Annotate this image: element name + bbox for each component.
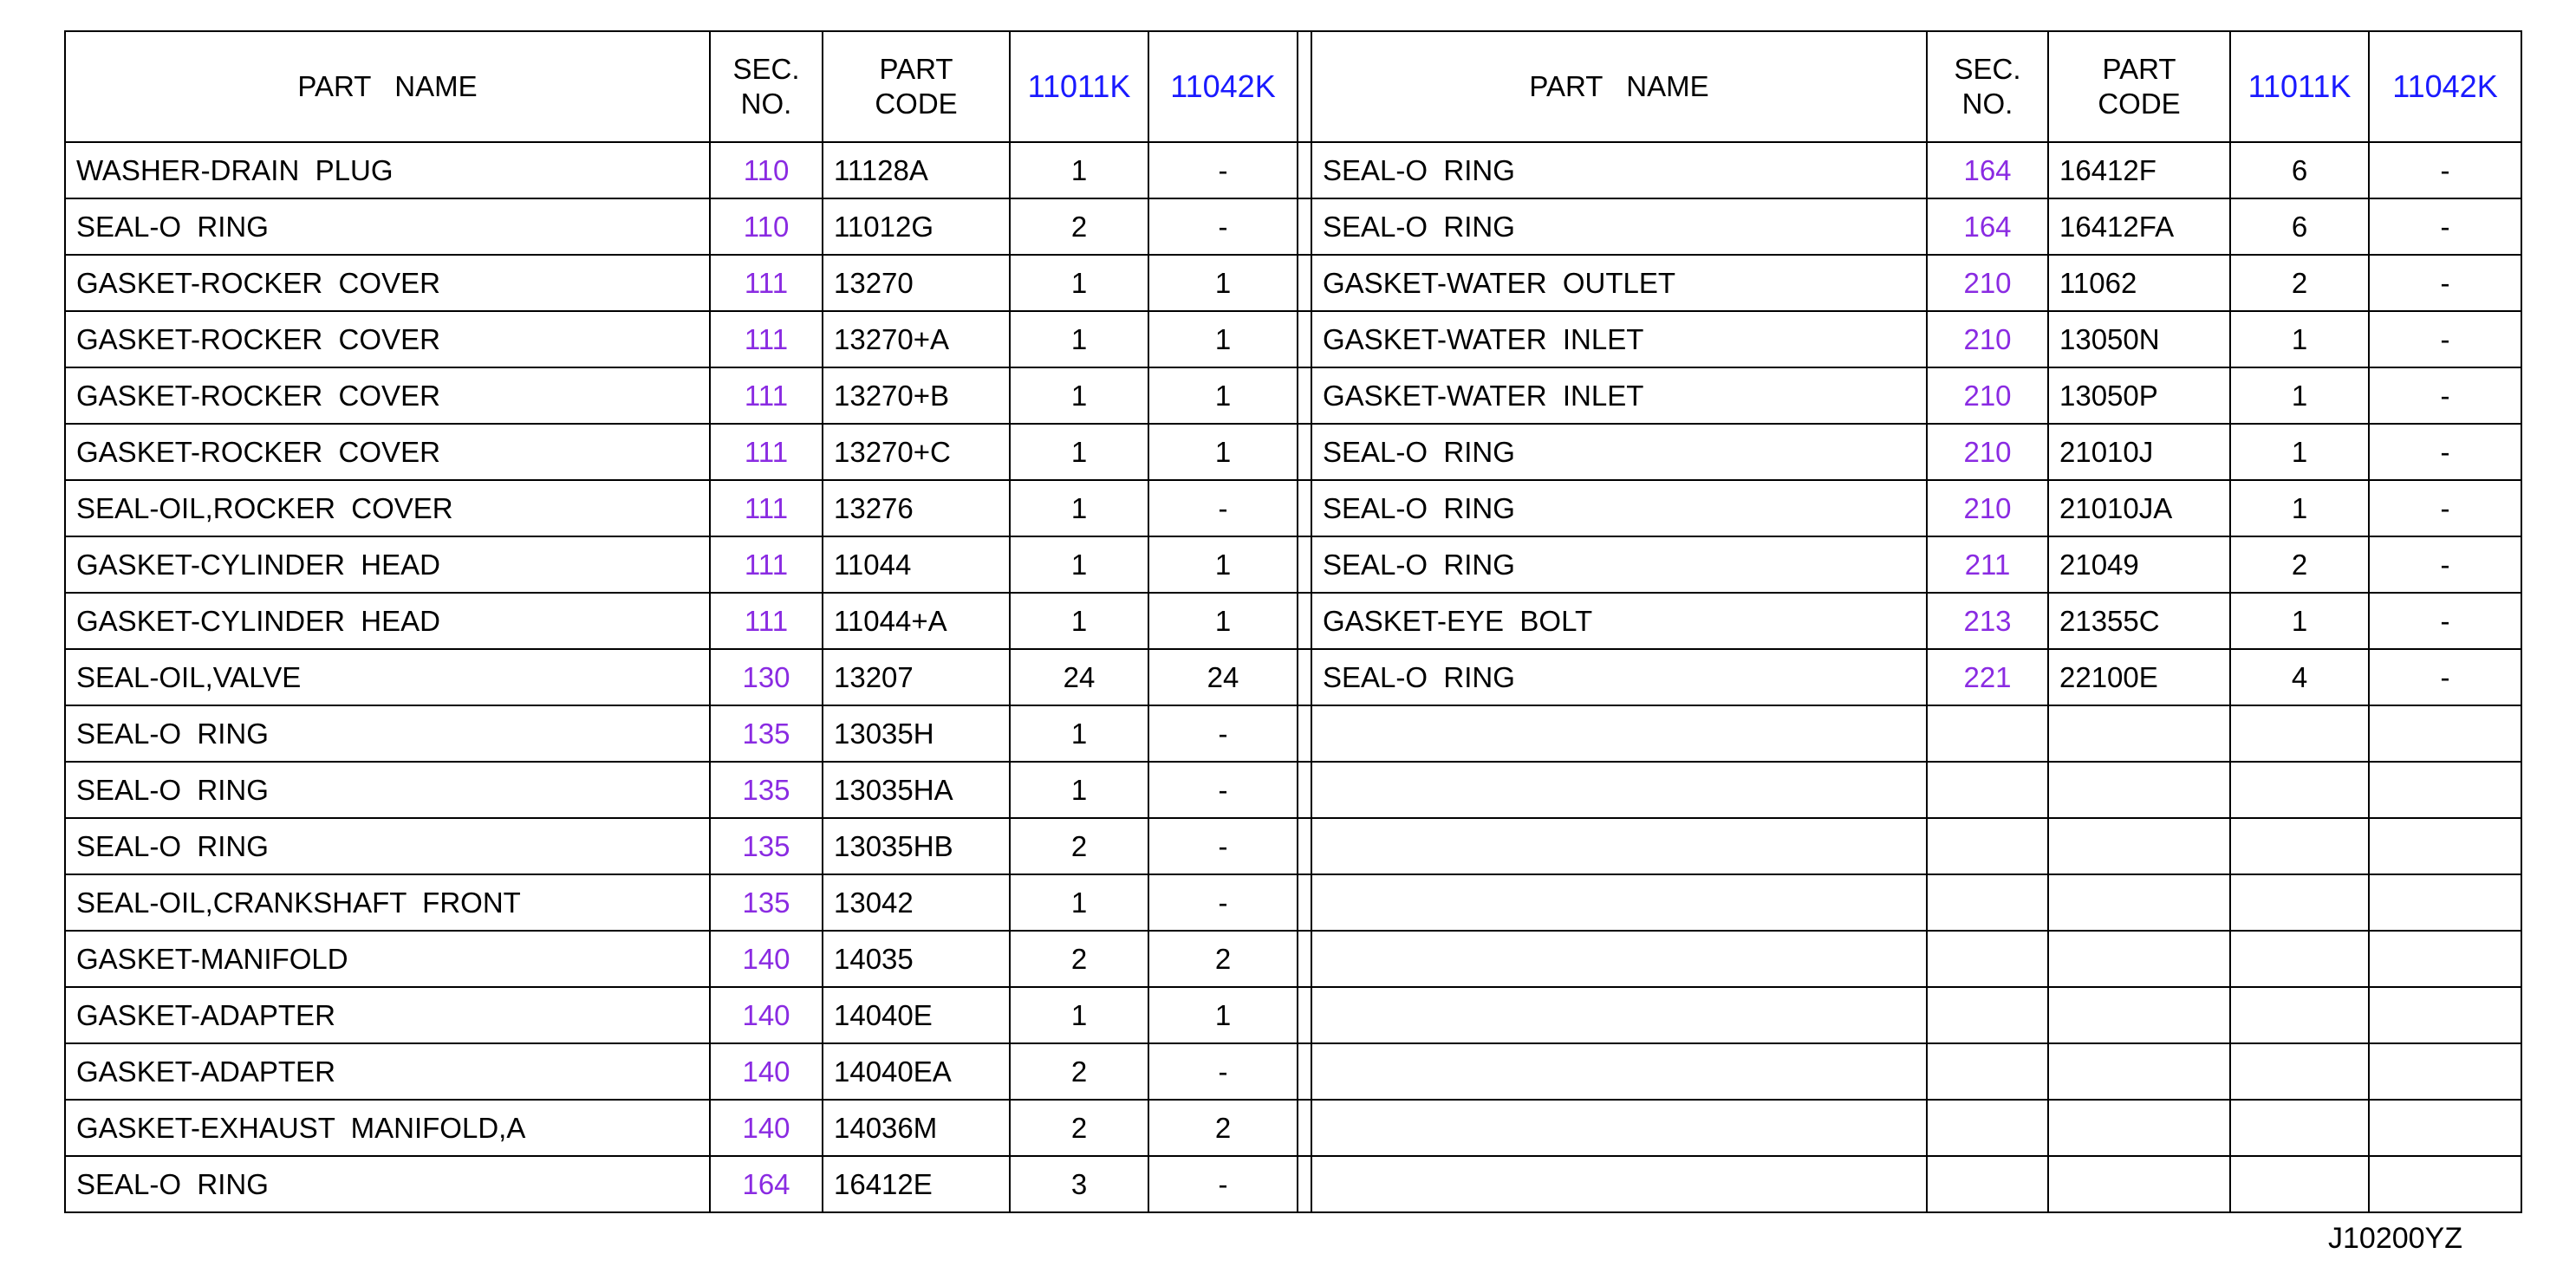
part-code-cell: 13270+A	[823, 311, 1010, 367]
sec-no-cell: 111	[710, 424, 823, 480]
part-code-cell	[2048, 874, 2230, 931]
part-name-cell: WASHER-DRAIN PLUG	[65, 142, 710, 198]
part-name-cell: GASKET-ROCKER COVER	[65, 367, 710, 424]
qty-11042k-cell: -	[1148, 762, 1298, 818]
model-b-header: 11042K	[2369, 31, 2521, 142]
part-name-cell: GASKET-CYLINDER HEAD	[65, 536, 710, 593]
part-code-cell: 14035	[823, 931, 1010, 987]
qty-11042k-cell	[2369, 1043, 2521, 1100]
part-code-cell	[2048, 1100, 2230, 1156]
qty-11011k-cell: 1	[2230, 424, 2369, 480]
sec-no-cell: 135	[710, 818, 823, 874]
sec-no-cell: 111	[710, 255, 823, 311]
sec-no-header: SEC. NO.	[710, 31, 823, 142]
qty-11011k-cell	[2230, 1043, 2369, 1100]
part-name-cell	[1311, 987, 1927, 1043]
part-name-cell: GASKET-WATER OUTLET	[1311, 255, 1927, 311]
qty-11042k-cell: 1	[1148, 255, 1298, 311]
part-code-cell	[2048, 1156, 2230, 1212]
column-divider	[1298, 1100, 1311, 1156]
sec-no-cell: 111	[710, 536, 823, 593]
qty-11042k-cell	[2369, 1156, 2521, 1212]
part-code-cell: 22100E	[2048, 649, 2230, 705]
qty-11042k-cell	[2369, 987, 2521, 1043]
part-code-cell: 13050P	[2048, 367, 2230, 424]
qty-11042k-cell	[2369, 931, 2521, 987]
column-divider	[1298, 649, 1311, 705]
part-code-cell: 14036M	[823, 1100, 1010, 1156]
part-name-cell	[1311, 1043, 1927, 1100]
part-code-cell: 16412FA	[2048, 198, 2230, 255]
sec-no-cell: 130	[710, 649, 823, 705]
sec-no-cell: 210	[1927, 424, 2048, 480]
part-name-cell: GASKET-CYLINDER HEAD	[65, 593, 710, 649]
qty-11011k-cell: 2	[2230, 255, 2369, 311]
qty-11011k-cell	[2230, 874, 2369, 931]
part-name-cell: SEAL-O RING	[1311, 536, 1927, 593]
sec-no-cell	[1927, 987, 2048, 1043]
qty-11042k-cell: -	[1148, 1043, 1298, 1100]
part-code-cell: 13050N	[2048, 311, 2230, 367]
qty-11011k-cell: 1	[2230, 593, 2369, 649]
qty-11011k-cell: 1	[1010, 705, 1148, 762]
qty-11011k-cell: 1	[1010, 367, 1148, 424]
model-b-header: 11042K	[1148, 31, 1298, 142]
sec-no-cell: 210	[1927, 367, 2048, 424]
part-name-cell: GASKET-ADAPTER	[65, 987, 710, 1043]
part-name-cell: SEAL-O RING	[65, 198, 710, 255]
qty-11042k-cell: -	[1148, 1156, 1298, 1212]
part-code-cell: 16412E	[823, 1156, 1010, 1212]
part-name-cell: SEAL-O RING	[1311, 142, 1927, 198]
column-divider	[1298, 762, 1311, 818]
qty-11011k-cell: 1	[2230, 480, 2369, 536]
part-name-cell: SEAL-O RING	[1311, 424, 1927, 480]
part-code-header: PART CODE	[2048, 31, 2230, 142]
sec-no-cell: 221	[1927, 649, 2048, 705]
column-divider	[1298, 536, 1311, 593]
qty-11011k-cell: 2	[1010, 818, 1148, 874]
qty-11011k-cell: 2	[1010, 931, 1148, 987]
sec-no-cell: 164	[710, 1156, 823, 1212]
sec-no-cell: 164	[1927, 142, 2048, 198]
table-row	[65, 536, 2521, 593]
qty-11011k-cell: 1	[1010, 762, 1148, 818]
qty-11042k-cell: -	[1148, 198, 1298, 255]
table-row	[65, 818, 2521, 874]
part-code-cell: 21355C	[2048, 593, 2230, 649]
qty-11011k-cell: 1	[1010, 987, 1148, 1043]
column-divider	[1298, 705, 1311, 762]
qty-11042k-cell: -	[2369, 536, 2521, 593]
qty-11042k-cell: -	[2369, 593, 2521, 649]
table-row	[65, 255, 2521, 311]
column-divider	[1298, 1156, 1311, 1212]
qty-11042k-cell	[2369, 818, 2521, 874]
qty-11042k-cell: -	[2369, 424, 2521, 480]
part-code-cell: 13035H	[823, 705, 1010, 762]
sec-no-cell: 111	[710, 480, 823, 536]
qty-11011k-cell: 1	[1010, 142, 1148, 198]
table-row	[65, 424, 2521, 480]
qty-11011k-cell: 2	[1010, 1043, 1148, 1100]
qty-11042k-cell: -	[2369, 142, 2521, 198]
column-divider	[1298, 931, 1311, 987]
qty-11042k-cell: 1	[1148, 424, 1298, 480]
qty-11042k-cell: 1	[1148, 367, 1298, 424]
qty-11011k-cell	[2230, 818, 2369, 874]
qty-11042k-cell: 24	[1148, 649, 1298, 705]
part-code-cell: 13270	[823, 255, 1010, 311]
sec-no-cell: 110	[710, 198, 823, 255]
table-row	[65, 1043, 2521, 1100]
column-divider	[1298, 818, 1311, 874]
part-code-cell: 11044+A	[823, 593, 1010, 649]
sec-no-cell: 140	[710, 1100, 823, 1156]
part-name-cell: SEAL-O RING	[65, 705, 710, 762]
part-name-cell	[1311, 762, 1927, 818]
part-name-cell: GASKET-MANIFOLD	[65, 931, 710, 987]
part-code-cell: 13276	[823, 480, 1010, 536]
qty-11011k-cell	[2230, 931, 2369, 987]
part-name-cell: SEAL-OIL,VALVE	[65, 649, 710, 705]
sec-no-cell: 111	[710, 367, 823, 424]
part-name-cell: SEAL-O RING	[65, 762, 710, 818]
part-code-cell: 14040EA	[823, 1043, 1010, 1100]
table-row	[65, 1156, 2521, 1212]
table-row	[65, 198, 2521, 255]
qty-11011k-cell: 2	[1010, 1100, 1148, 1156]
model-a-header: 11011K	[1010, 31, 1148, 142]
sec-no-cell: 140	[710, 1043, 823, 1100]
qty-11042k-cell: 2	[1148, 1100, 1298, 1156]
qty-11011k-cell: 6	[2230, 198, 2369, 255]
part-name-cell: GASKET-ROCKER COVER	[65, 311, 710, 367]
sec-no-cell: 111	[710, 593, 823, 649]
part-code-cell: 11044	[823, 536, 1010, 593]
part-code-cell: 11012G	[823, 198, 1010, 255]
part-code-cell: 13207	[823, 649, 1010, 705]
table-row	[65, 593, 2521, 649]
part-name-cell	[1311, 1156, 1927, 1212]
column-divider	[1298, 367, 1311, 424]
part-name-cell: GASKET-ROCKER COVER	[65, 255, 710, 311]
sec-no-header: SEC. NO.	[1927, 31, 2048, 142]
sec-no-cell	[1927, 1156, 2048, 1212]
column-divider	[1298, 142, 1311, 198]
part-code-cell: 14040E	[823, 987, 1010, 1043]
part-name-cell	[1311, 1100, 1927, 1156]
column-divider	[1298, 987, 1311, 1043]
column-divider	[1298, 31, 1311, 142]
qty-11042k-cell: 2	[1148, 931, 1298, 987]
column-divider	[1298, 198, 1311, 255]
qty-11011k-cell: 1	[1010, 311, 1148, 367]
sec-no-cell: 135	[710, 874, 823, 931]
qty-11042k-cell: 1	[1148, 311, 1298, 367]
qty-11042k-cell	[2369, 762, 2521, 818]
qty-11011k-cell	[2230, 705, 2369, 762]
part-name-cell	[1311, 705, 1927, 762]
qty-11042k-cell: 1	[1148, 987, 1298, 1043]
part-name-header: PART NAME	[65, 31, 710, 142]
sec-no-cell: 213	[1927, 593, 2048, 649]
qty-11011k-cell: 1	[1010, 593, 1148, 649]
part-name-cell: SEAL-O RING	[1311, 198, 1927, 255]
part-code-cell: 21010J	[2048, 424, 2230, 480]
qty-11011k-cell: 1	[2230, 311, 2369, 367]
sec-no-cell	[1927, 818, 2048, 874]
part-code-cell	[2048, 931, 2230, 987]
qty-11011k-cell: 1	[1010, 480, 1148, 536]
table-row	[65, 142, 2521, 198]
sec-no-cell: 110	[710, 142, 823, 198]
qty-11042k-cell: -	[1148, 142, 1298, 198]
part-name-cell	[1311, 818, 1927, 874]
qty-11011k-cell: 24	[1010, 649, 1148, 705]
table-row	[65, 762, 2521, 818]
table-row	[65, 367, 2521, 424]
qty-11011k-cell: 1	[1010, 424, 1148, 480]
qty-11011k-cell	[2230, 1100, 2369, 1156]
qty-11042k-cell: -	[2369, 198, 2521, 255]
part-code-cell: 16412F	[2048, 142, 2230, 198]
part-code-cell: 11062	[2048, 255, 2230, 311]
part-name-cell: GASKET-WATER INLET	[1311, 367, 1927, 424]
part-name-cell: SEAL-O RING	[65, 1156, 710, 1212]
part-code-cell: 13035HB	[823, 818, 1010, 874]
qty-11042k-cell: -	[2369, 480, 2521, 536]
part-name-cell: SEAL-OIL,ROCKER COVER	[65, 480, 710, 536]
sec-no-cell	[1927, 874, 2048, 931]
part-code-cell: 11128A	[823, 142, 1010, 198]
table-row	[65, 931, 2521, 987]
qty-11042k-cell: -	[2369, 649, 2521, 705]
part-code-cell: 21049	[2048, 536, 2230, 593]
sec-no-cell	[1927, 705, 2048, 762]
qty-11042k-cell	[2369, 705, 2521, 762]
column-divider	[1298, 255, 1311, 311]
part-name-cell: SEAL-O RING	[1311, 480, 1927, 536]
part-name-cell	[1311, 874, 1927, 931]
column-divider	[1298, 424, 1311, 480]
qty-11011k-cell: 2	[2230, 536, 2369, 593]
table-row	[65, 649, 2521, 705]
table-row	[65, 480, 2521, 536]
table-row	[65, 987, 2521, 1043]
sec-no-cell	[1927, 762, 2048, 818]
qty-11011k-cell: 4	[2230, 649, 2369, 705]
part-code-cell	[2048, 705, 2230, 762]
qty-11011k-cell	[2230, 762, 2369, 818]
qty-11011k-cell: 1	[1010, 536, 1148, 593]
part-name-cell: SEAL-O RING	[65, 818, 710, 874]
sec-no-cell: 135	[710, 705, 823, 762]
qty-11011k-cell: 1	[1010, 255, 1148, 311]
qty-11011k-cell	[2230, 987, 2369, 1043]
part-name-cell	[1311, 931, 1927, 987]
part-code-cell: 13042	[823, 874, 1010, 931]
qty-11042k-cell	[2369, 1100, 2521, 1156]
sec-no-cell: 210	[1927, 480, 2048, 536]
sec-no-cell: 164	[1927, 198, 2048, 255]
part-code-cell: 21010JA	[2048, 480, 2230, 536]
qty-11011k-cell: 1	[1010, 874, 1148, 931]
qty-11042k-cell: -	[1148, 874, 1298, 931]
qty-11011k-cell: 3	[1010, 1156, 1148, 1212]
qty-11011k-cell: 1	[2230, 367, 2369, 424]
table-row	[65, 874, 2521, 931]
column-divider	[1298, 1043, 1311, 1100]
sec-no-cell: 210	[1927, 255, 2048, 311]
qty-11042k-cell: -	[2369, 311, 2521, 367]
qty-11042k-cell: -	[1148, 480, 1298, 536]
table-row	[65, 705, 2521, 762]
column-divider	[1298, 593, 1311, 649]
table-row	[65, 1100, 2521, 1156]
qty-11042k-cell: -	[2369, 255, 2521, 311]
header-row	[65, 31, 2521, 142]
sec-no-cell: 140	[710, 987, 823, 1043]
part-code-cell	[2048, 987, 2230, 1043]
sec-no-cell: 140	[710, 931, 823, 987]
part-name-cell: SEAL-O RING	[1311, 649, 1927, 705]
model-a-header: 11011K	[2230, 31, 2369, 142]
part-name-cell: GASKET-EXHAUST MANIFOLD,A	[65, 1100, 710, 1156]
qty-11042k-cell: -	[2369, 367, 2521, 424]
column-divider	[1298, 311, 1311, 367]
sec-no-cell: 111	[710, 311, 823, 367]
sec-no-cell	[1927, 1043, 2048, 1100]
column-divider	[1298, 874, 1311, 931]
part-name-cell: GASKET-EYE BOLT	[1311, 593, 1927, 649]
part-code-cell	[2048, 1043, 2230, 1100]
qty-11011k-cell: 2	[1010, 198, 1148, 255]
drawing-id: J10200YZ	[2328, 1222, 2462, 1255]
part-code-cell	[2048, 818, 2230, 874]
part-name-cell: GASKET-ADAPTER	[65, 1043, 710, 1100]
qty-11042k-cell: 1	[1148, 593, 1298, 649]
part-code-header: PART CODE	[823, 31, 1010, 142]
qty-11042k-cell: 1	[1148, 536, 1298, 593]
part-code-cell	[2048, 762, 2230, 818]
part-name-cell: SEAL-OIL,CRANKSHAFT FRONT	[65, 874, 710, 931]
part-name-cell: GASKET-WATER INLET	[1311, 311, 1927, 367]
part-name-cell: GASKET-ROCKER COVER	[65, 424, 710, 480]
column-divider	[1298, 480, 1311, 536]
sec-no-cell: 210	[1927, 311, 2048, 367]
qty-11042k-cell	[2369, 874, 2521, 931]
qty-11011k-cell: 6	[2230, 142, 2369, 198]
table-row	[65, 311, 2521, 367]
sec-no-cell	[1927, 931, 2048, 987]
sec-no-cell	[1927, 1100, 2048, 1156]
qty-11042k-cell: -	[1148, 705, 1298, 762]
part-code-cell: 13270+C	[823, 424, 1010, 480]
part-name-header: PART NAME	[1311, 31, 1927, 142]
qty-11011k-cell	[2230, 1156, 2369, 1212]
part-code-cell: 13035HA	[823, 762, 1010, 818]
part-code-cell: 13270+B	[823, 367, 1010, 424]
qty-11042k-cell: -	[1148, 818, 1298, 874]
parts-table	[64, 30, 2522, 1213]
sec-no-cell: 135	[710, 762, 823, 818]
sec-no-cell: 211	[1927, 536, 2048, 593]
